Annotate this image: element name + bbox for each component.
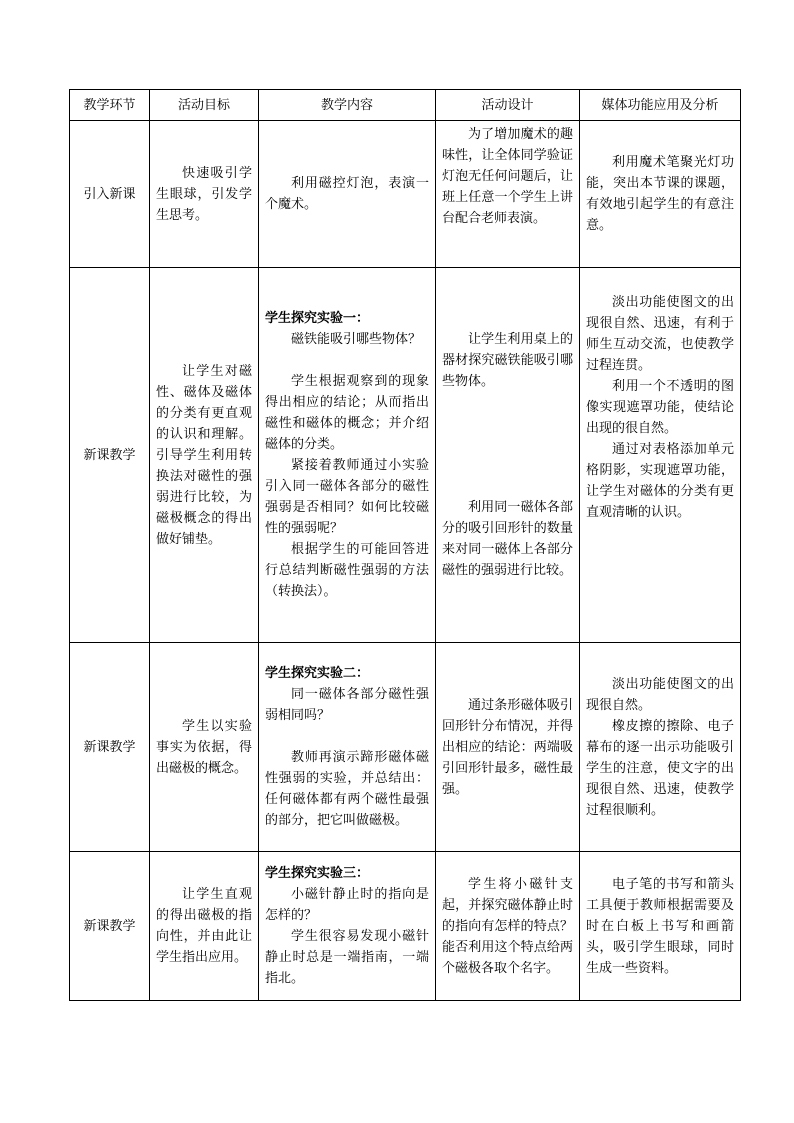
goal-cell: 学生以实验事实为依据，得出磁极的概念。 <box>150 643 259 852</box>
content-cell: 学生探究实验二： 同一磁体各部分磁性强弱相同吗？ 教师再演示蹄形磁体磁性强弱的实验，并总结出：任何磁体都有两个磁性最强的部分，把它叫做磁极。 <box>259 643 436 852</box>
header-media: 媒体功能应用及分析 <box>580 90 741 121</box>
table-row <box>70 852 741 1001</box>
header-activity: 活动设计 <box>436 90 580 121</box>
experiment-title: 学生探究实验一： <box>265 311 370 326</box>
media-cell: 淡出功能使图文的出现很自然。 橡皮擦的擦除、电子幕布的逐一出示功能吸引学生的注意，使文字的出现很自然、迅速，使教学过程很顺利。 <box>580 643 741 852</box>
content-cell: 利用磁控灯泡，表演一个魔术。 <box>259 121 436 268</box>
goal-cell: 让学生对磁性、磁体及磁体的分类有更直观的认识和理解。引导学生利用转换法对磁性的强弱进行比较，为磁极概念的得出做好铺垫。 <box>150 268 259 643</box>
content-cell: 学生探究实验一： 磁铁能吸引哪些物体？ 学生根据观察到的现象得出相应的结论；从而指出磁性和磁体的概念；并介绍磁体的分类。 紧接着教师通过小实验引入同一磁体各部分的磁性强弱是否相同？如何比较磁性的强弱呢？ 根据学生的可能回答进行总结判断磁性强弱的方法（转换法）。 <box>259 268 436 643</box>
header-stage: 教学环节 <box>70 90 150 121</box>
lesson-plan-table <box>69 89 741 1001</box>
table-row <box>70 268 741 643</box>
media-cell: 利用魔术笔聚光灯功能，突出本节课的课题，有效地引起学生的有意注意。 <box>580 121 741 268</box>
goal-cell: 快速吸引学生眼球，引发学生思考。 <box>150 121 259 268</box>
activity-cell: 为了增加魔术的趣味性，让全体同学验证灯泡无任何问题后，让班上任意一个学生上讲台配合老师表演。 <box>436 121 580 268</box>
table-row <box>70 121 741 268</box>
table-row <box>70 643 741 852</box>
experiment-title: 学生探究实验三： <box>265 866 370 881</box>
header-row <box>70 90 741 121</box>
stage-cell: 引入新课 <box>70 121 150 268</box>
header-content: 教学内容 <box>259 90 436 121</box>
content-cell: 学生探究实验三： 小磁针静止时的指向是怎样的？ 学生很容易发现小磁针静止时总是一端指南，一端指北。 <box>259 852 436 1001</box>
goal-cell: 让学生直观的得出磁极的指向性，并由此让学生指出应用。 <box>150 852 259 1001</box>
activity-cell: 学生将小磁针支起，并探究磁体静止时的指向有怎样的特点？能否利用这个特点给两个磁极各取个名字。 <box>436 852 580 1001</box>
stage-cell: 新课教学 <box>70 268 150 643</box>
header-goal: 活动目标 <box>150 90 259 121</box>
stage-cell: 新课教学 <box>70 643 150 852</box>
activity-cell: 通过条形磁体吸引回形针分布情况，并得出相应的结论：两端吸引回形针最多，磁性最强。 <box>436 643 580 852</box>
activity-cell: 让学生利用桌上的器材探究磁铁能吸引哪些物体。 利用同一磁体各部分的吸引回形针的数量来对同一磁体上各部分磁性的强弱进行比较。 <box>436 268 580 643</box>
media-cell: 淡出功能使图文的出现很自然、迅速，有利于师生互动交流，也使教学过程连贯。 利用一个不透明的图像实现遮罩功能，使结论出现的很自然。 通过对表格添加单元格阴影，实现遮罩功能，让学生对磁体的分类有更直观清晰的认识。 <box>580 268 741 643</box>
experiment-title: 学生探究实验二： <box>265 666 370 681</box>
media-cell: 电子笔的书写和箭头工具便于教师根据需要及时在白板上书写和画箭头，吸引学生眼球，同时生成一些资料。 <box>580 852 741 1001</box>
stage-cell: 新课教学 <box>70 852 150 1001</box>
